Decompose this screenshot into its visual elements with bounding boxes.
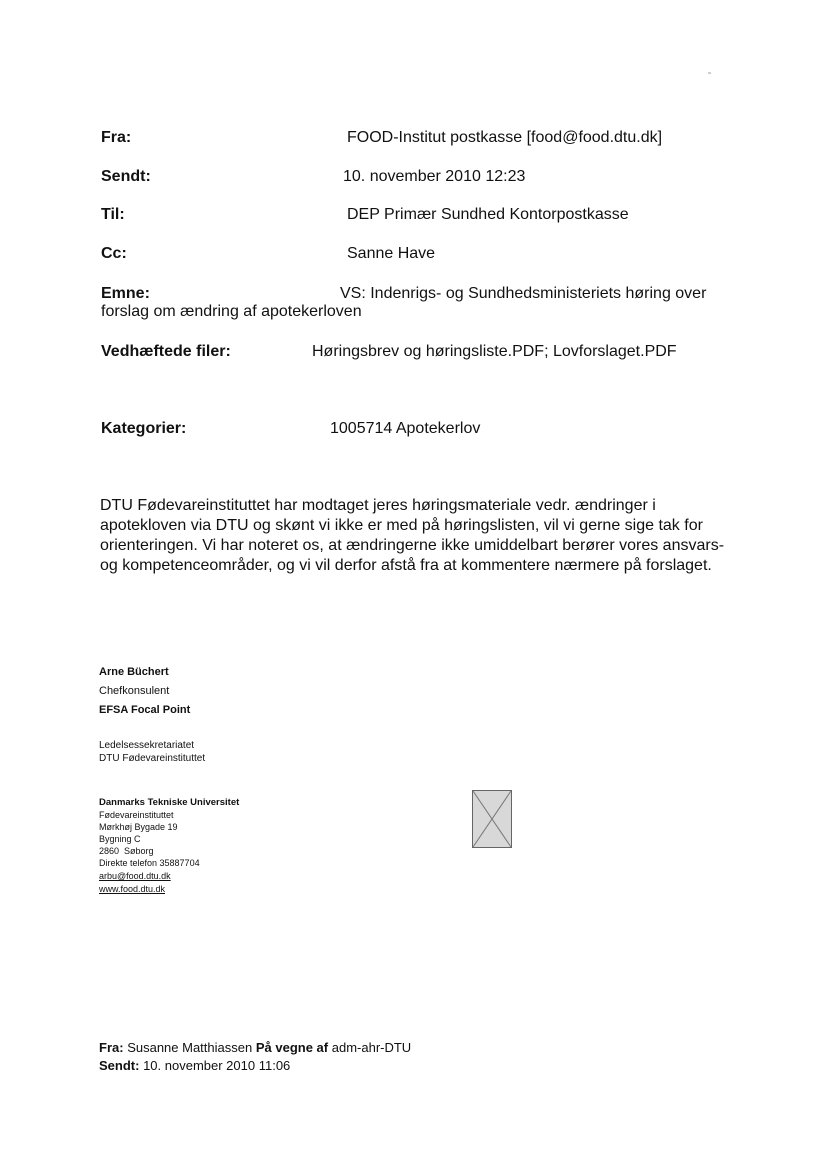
signature-title: Chefkonsulent <box>99 685 170 697</box>
subject-label: Emne: <box>101 285 150 302</box>
forwarded-sent-label: Sendt: <box>99 1058 140 1073</box>
signature-institute: DTU Fødevareinstituttet <box>99 753 206 764</box>
broken-image-placeholder <box>472 790 512 848</box>
signature-addr2: Mørkhøj Bygade 19 <box>99 822 178 832</box>
signature-dept: Ledelsessekretariatet <box>99 740 195 751</box>
from-label: Fra: <box>101 129 132 146</box>
sent-label: Sendt: <box>101 168 151 185</box>
forwarded-from-label: Fra: <box>99 1040 124 1055</box>
signature-addr1: Fødevareinstituttet <box>99 810 174 820</box>
scan-speck <box>708 72 711 74</box>
forwarded-sent-value: 10. november 2010 11:06 <box>143 1058 291 1073</box>
signature-role: EFSA Focal Point <box>99 704 191 716</box>
forwarded-from-name: Susanne Matthiassen <box>127 1040 253 1055</box>
cc-label: Cc: <box>101 245 127 262</box>
signature-name: Arne Büchert <box>99 666 169 678</box>
broken-image-icon <box>473 791 511 847</box>
subject-line-1: VS: Indenrigs- og Sundhedsministeriets høring over <box>340 285 707 302</box>
categories-value: 1005714 Apotekerlov <box>330 420 481 437</box>
forwarded-from-line <box>99 1039 411 1057</box>
attachments-value: Høringsbrev og høringsliste.PDF; Lovforslaget.PDF <box>312 343 677 360</box>
signature-email-link[interactable]: arbu@food.dtu.dk <box>99 871 171 881</box>
message-body: DTU Fødevareinstituttet har modtaget jeres høringsmateriale vedr. ændringer i apotekloven via DTU og skønt vi ikke er med på høringslisten, vil vi gerne sige tak for orienteringen. Vi har noteret os, at ændringerne ikke umiddelbart berører vores ansvars- og kompetenceområder, og vi vil derfor afstå fra at kommentere nærmere på forslaget. <box>100 497 725 574</box>
from-value: FOOD-Institut postkasse [food@food.dtu.dk] <box>347 129 663 146</box>
forwarded-on-behalf-label: På vegne af <box>255 1040 329 1055</box>
subject-line-2: forslag om ændring af apotekerloven <box>101 303 362 320</box>
sent-value: 10. november 2010 12:23 <box>343 168 526 185</box>
categories-label: Kategorier: <box>101 420 187 437</box>
signature-university: Danmarks Tekniske Universitet <box>99 797 240 808</box>
signature-phone: Direkte telefon 35887704 <box>99 858 200 868</box>
attachments-label: Vedhæftede filer: <box>101 343 231 360</box>
forwarded-sent-line <box>99 1057 290 1075</box>
forwarded-on-behalf-value: adm-ahr-DTU <box>331 1040 412 1055</box>
signature-web-link[interactable]: www.food.dtu.dk <box>99 884 166 894</box>
to-value: DEP Primær Sundhed Kontorpostkasse <box>347 206 629 223</box>
signature-addr3: Bygning C <box>99 834 141 844</box>
cc-value: Sanne Have <box>347 245 436 262</box>
to-label: Til: <box>101 206 125 223</box>
signature-addr4: 2860 Søborg <box>99 846 154 856</box>
